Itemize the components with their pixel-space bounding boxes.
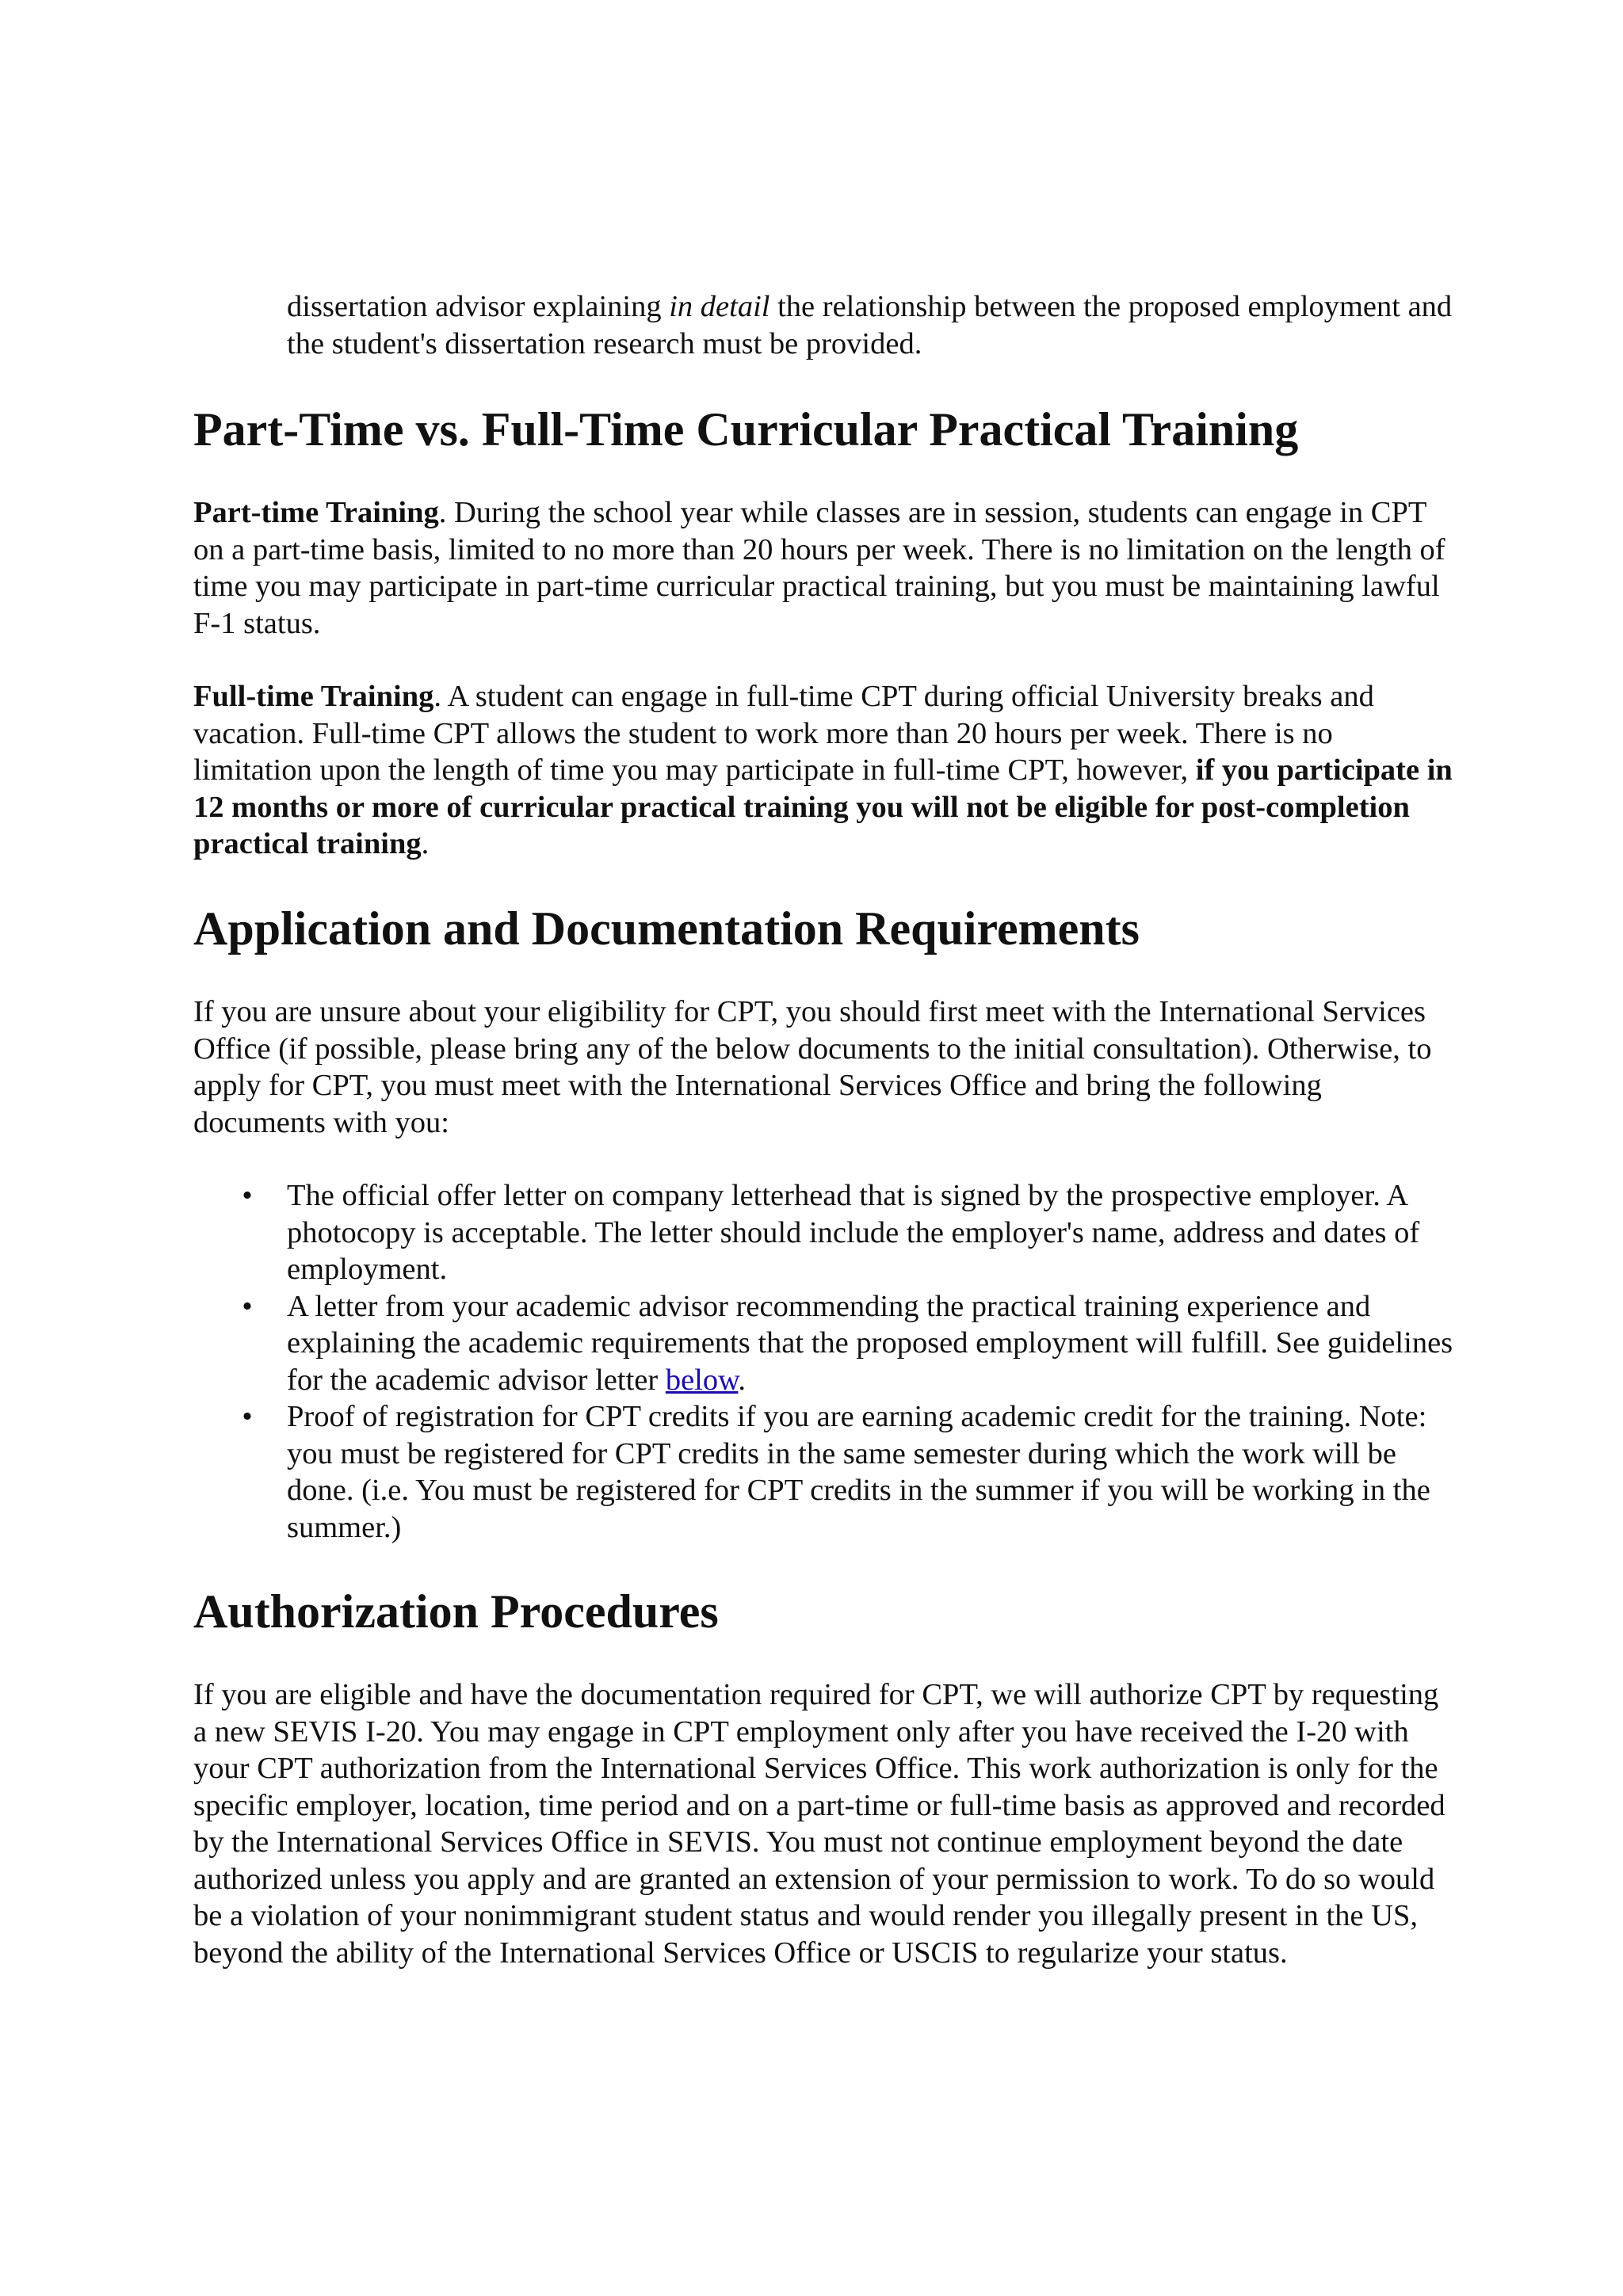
bullet-icon: • xyxy=(242,1289,253,1323)
full-time-label: Full-time Training xyxy=(193,680,434,713)
emphasis-text: in detail xyxy=(669,290,770,323)
list-item: • A letter from your academic advisor recommending the practical training experience and explaining the academic requirements that the proposed employment will fulfill. See guidelines for the academic advisor letter below. xyxy=(287,1288,1453,1399)
section-heading-part-full-time: Part-Time vs. Full-Time Curricular Practical Training xyxy=(193,403,1299,456)
part-time-label: Part-time Training xyxy=(193,496,439,529)
section-heading-authorization: Authorization Procedures xyxy=(193,1585,719,1638)
authorization-paragraph: If you are eligible and have the documentation required for CPT, we will authorize CPT by requesting a new SEVIS I-20. You may engage in CPT employment only after you have received the I-20 with your CPT authorization from the International Services Office. This work authorization is only for the specific employer, location, time period and on a part-time or full-time basis as approved and recorded by the International Services Office in SEVIS. You must not continue employment beyond the date authorized unless you apply and are granted an extension of your permission to work. To do so would be a violation of your nonimmigrant student status and would render you illegally present in the US, beyond the ability of the International Services Office or USCIS to regularize your status. xyxy=(193,1678,1445,1970)
below-link[interactable]: below xyxy=(665,1363,739,1397)
documents-list xyxy=(242,1177,1453,1546)
bullet-icon: • xyxy=(242,1179,253,1212)
eligibility-warning: if you participate in 12 months or more of curricular practical training you will not be eligible for post-completion practical training xyxy=(193,753,1453,860)
intro-paragraph: dissertation advisor explaining in detail the relationship between the proposed employment and the student's dissertation research must be provided. xyxy=(287,290,1453,360)
section-heading-application: Application and Documentation Requirements xyxy=(193,902,1140,955)
full-time-paragraph: Full-time Training. A student can engage in full-time CPT during official University breaks and vacation. Full-time CPT allows the student to work more than 20 hours per week. There is no limitation upon the length of time you may participate in full-time CPT, however, if you participate in 12 months or more of curricular practical training you will not be eligible for post-completion practical training. xyxy=(193,680,1453,860)
bullet-icon: • xyxy=(242,1400,253,1433)
application-intro-paragraph: If you are unsure about your eligibility for CPT, you should first meet with the International Services Office (if possible, please bring any of the below documents to the initial consultation). Otherwise, to apply for CPT, you must meet with the International Services Office and bring the following documents with you: xyxy=(193,995,1432,1139)
list-item: • The official offer letter on company letterhead that is signed by the prospective employer. A photocopy is acceptable. The letter should include the employer's name, address and dates of employment. xyxy=(287,1177,1453,1288)
list-item: • Proof of registration for CPT credits if you are earning academic credit for the training. Note: you must be registered for CPT credits in the same semester during which the work will be done. (i.e. You must be registered for CPT credits in the summer if you will be working in the summer.) xyxy=(287,1398,1453,1546)
part-time-paragraph: Part-time Training. During the school year while classes are in session, students can engage in CPT on a part-time basis, limited to no more than 20 hours per week. There is no limitation on the length of time you may participate in part-time curricular practical training, but you must be maintaining lawful F-1 status. xyxy=(193,496,1445,640)
